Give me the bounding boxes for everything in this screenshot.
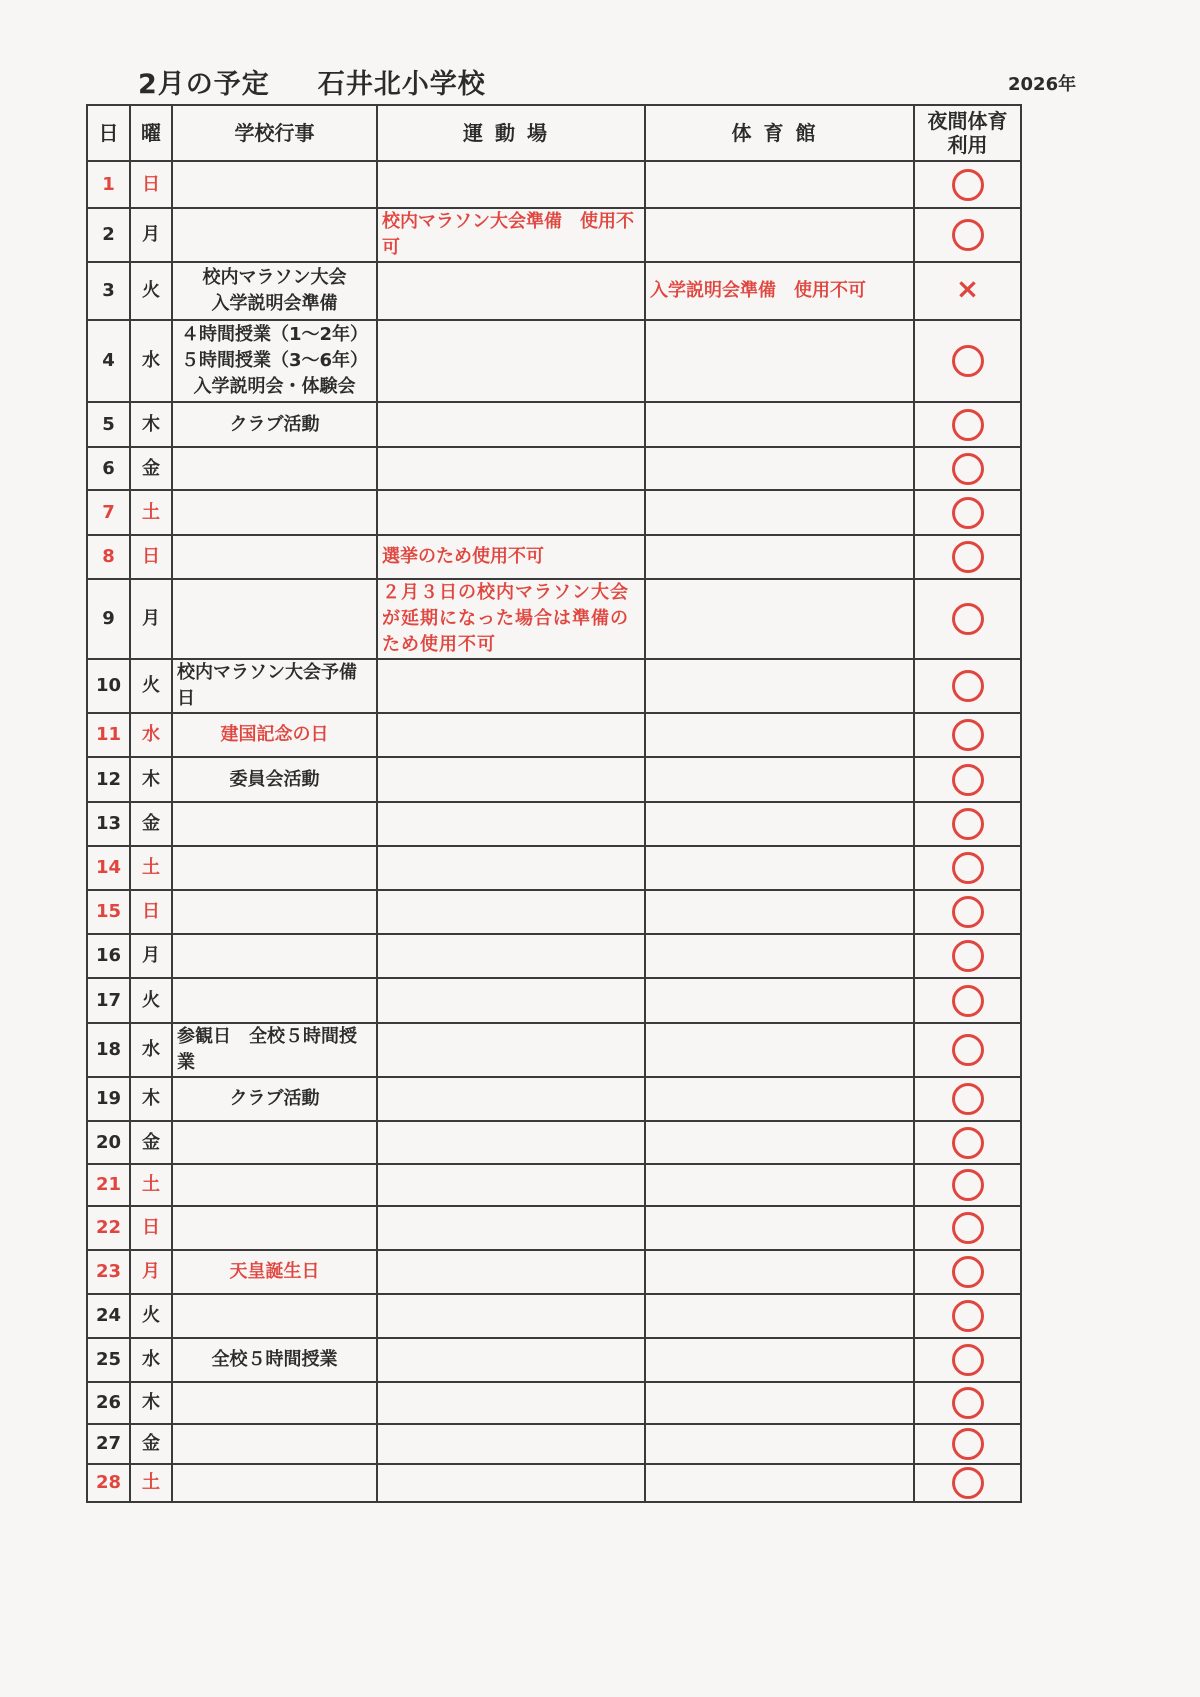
event-cell: ４時間授業（1～2年） ５時間授業（3～6年） 入学説明会・体験会 [172,320,377,402]
day-cell: 9 [87,579,130,659]
event-cell [172,1294,377,1338]
ground-cell [377,402,645,447]
table-row [87,659,1021,713]
circle-icon [952,169,984,201]
gym-cell [645,447,914,490]
available-circle-icon [914,402,1021,447]
weekday-cell: 日 [130,161,172,208]
day-cell: 3 [87,262,130,320]
gym-cell [645,890,914,934]
available-circle-icon [914,320,1021,402]
gym-cell [645,802,914,846]
circle-icon [952,497,984,529]
circle-icon [952,1034,984,1066]
weekday-cell: 金 [130,1121,172,1164]
available-circle-icon [914,1338,1021,1382]
ground-cell [377,659,645,713]
event-cell: 校内マラソン大会予備日 [172,659,377,713]
ground-cell [377,490,645,535]
table-row [87,1023,1021,1077]
available-circle-icon [914,890,1021,934]
circle-icon [952,1212,984,1244]
circle-icon [952,1300,984,1332]
available-circle-icon [914,757,1021,802]
day-cell: 25 [87,1338,130,1382]
gym-cell [645,579,914,659]
event-cell [172,978,377,1023]
table-row [87,1077,1021,1121]
event-cell [172,490,377,535]
available-circle-icon [914,1250,1021,1294]
gym-cell [645,535,914,579]
circle-icon [952,603,984,635]
unavailable-cross-icon [914,262,1021,320]
weekday-cell: 日 [130,890,172,934]
weekday-cell: 水 [130,320,172,402]
weekday-cell: 火 [130,978,172,1023]
ground-cell [377,1464,645,1502]
available-circle-icon [914,1382,1021,1424]
event-cell [172,1164,377,1206]
ground-cell [377,978,645,1023]
col-gym: 体育館 [645,105,914,161]
gym-cell [645,1294,914,1338]
ground-cell [377,262,645,320]
circle-icon [952,1428,984,1460]
circle-icon [952,1083,984,1115]
ground-cell [377,1382,645,1424]
event-cell [172,1206,377,1250]
ground-cell [377,1424,645,1464]
table-row [87,1338,1021,1382]
circle-icon [952,345,984,377]
weekday-cell: 火 [130,1294,172,1338]
day-cell: 15 [87,890,130,934]
available-circle-icon [914,659,1021,713]
table-row [87,447,1021,490]
available-circle-icon [914,934,1021,978]
weekday-cell: 火 [130,659,172,713]
available-circle-icon [914,1294,1021,1338]
weekday-cell: 土 [130,846,172,890]
gym-cell: 入学説明会準備 使用不可 [645,262,914,320]
circle-icon [952,896,984,928]
col-weekday: 曜 [130,105,172,161]
table-row [87,1250,1021,1294]
day-cell: 16 [87,934,130,978]
day-cell: 24 [87,1294,130,1338]
table-row [87,802,1021,846]
event-cell [172,1424,377,1464]
ground-cell [377,846,645,890]
schedule-body [87,161,1021,1502]
day-cell: 10 [87,659,130,713]
day-cell: 21 [87,1164,130,1206]
event-cell: 委員会活動 [172,757,377,802]
available-circle-icon [914,579,1021,659]
available-circle-icon [914,1023,1021,1077]
event-cell: 参観日 全校５時間授業 [172,1023,377,1077]
col-day: 日 [87,105,130,161]
available-circle-icon [914,802,1021,846]
ground-cell [377,757,645,802]
ground-cell: 選挙のため使用不可 [377,535,645,579]
table-row [87,934,1021,978]
event-cell [172,1464,377,1502]
ground-cell: ２月３日の校内マラソン大会 が延期になった場合は準備の ため使用不可 [377,579,645,659]
ground-cell [377,1338,645,1382]
weekday-cell: 月 [130,1250,172,1294]
table-row [87,1164,1021,1206]
gym-cell [645,934,914,978]
ground-cell [377,1121,645,1164]
weekday-cell: 水 [130,1023,172,1077]
weekday-cell: 月 [130,579,172,659]
available-circle-icon [914,978,1021,1023]
day-cell: 1 [87,161,130,208]
circle-icon [952,541,984,573]
event-cell: 校内マラソン大会 入学説明会準備 [172,262,377,320]
day-cell: 11 [87,713,130,757]
event-cell [172,208,377,262]
available-circle-icon [914,1424,1021,1464]
event-cell [172,535,377,579]
circle-icon [952,453,984,485]
circle-icon [952,1344,984,1376]
ground-cell [377,1294,645,1338]
gym-cell [645,1250,914,1294]
day-cell: 5 [87,402,130,447]
weekday-cell: 土 [130,490,172,535]
day-cell: 28 [87,1464,130,1502]
gym-cell [645,1382,914,1424]
event-cell [172,579,377,659]
gym-cell [645,1121,914,1164]
weekday-cell: 日 [130,535,172,579]
available-circle-icon [914,208,1021,262]
table-row [87,208,1021,262]
gym-cell [645,161,914,208]
table-row [87,890,1021,934]
gym-cell [645,208,914,262]
day-cell: 2 [87,208,130,262]
event-cell: 建国記念の日 [172,713,377,757]
day-cell: 12 [87,757,130,802]
ground-cell [377,1023,645,1077]
gym-cell [645,757,914,802]
weekday-cell: 木 [130,1382,172,1424]
table-row [87,1382,1021,1424]
table-row [87,262,1021,320]
day-cell: 19 [87,1077,130,1121]
ground-cell [377,1077,645,1121]
available-circle-icon [914,1206,1021,1250]
day-cell: 26 [87,1382,130,1424]
table-row [87,490,1021,535]
weekday-cell: 日 [130,1206,172,1250]
circle-icon [952,940,984,972]
day-cell: 4 [87,320,130,402]
table-row [87,846,1021,890]
col-ground: 運動場 [377,105,645,161]
gym-cell [645,659,914,713]
ground-cell [377,320,645,402]
gym-cell [645,1338,914,1382]
table-row [87,1121,1021,1164]
gym-cell [645,713,914,757]
gym-cell [645,1206,914,1250]
available-circle-icon [914,447,1021,490]
available-circle-icon [914,1077,1021,1121]
circle-icon [952,670,984,702]
ground-cell [377,1164,645,1206]
weekday-cell: 土 [130,1164,172,1206]
page-title [138,62,486,101]
year-label: 2026年 [1008,74,1077,95]
gym-cell [645,490,914,535]
event-cell: クラブ活動 [172,402,377,447]
gym-cell [645,846,914,890]
event-cell [172,890,377,934]
table-row [87,757,1021,802]
table-row [87,1206,1021,1250]
weekday-cell: 木 [130,1077,172,1121]
weekday-cell: 木 [130,402,172,447]
weekday-cell: 水 [130,1338,172,1382]
circle-icon [952,1467,984,1499]
month-title: 2月の予定 [138,69,270,100]
col-event: 学校行事 [172,105,377,161]
day-cell: 8 [87,535,130,579]
table-row [87,1424,1021,1464]
gym-cell [645,1164,914,1206]
table-row [87,320,1021,402]
event-cell [172,934,377,978]
available-circle-icon [914,1121,1021,1164]
gym-cell [645,1464,914,1502]
day-cell: 6 [87,447,130,490]
event-cell: クラブ活動 [172,1077,377,1121]
circle-icon [952,1256,984,1288]
cross-icon: × [955,272,980,305]
circle-icon [952,764,984,796]
event-cell [172,447,377,490]
weekday-cell: 金 [130,1424,172,1464]
day-cell: 23 [87,1250,130,1294]
available-circle-icon [914,535,1021,579]
weekday-cell: 木 [130,757,172,802]
ground-cell [377,890,645,934]
ground-cell [377,161,645,208]
ground-cell [377,713,645,757]
gym-cell [645,1424,914,1464]
circle-icon [952,808,984,840]
gym-cell [645,320,914,402]
ground-cell [377,934,645,978]
weekday-cell: 金 [130,802,172,846]
available-circle-icon [914,1464,1021,1502]
circle-icon [952,1387,984,1419]
table-row [87,402,1021,447]
header-row [87,105,1021,161]
available-circle-icon [914,490,1021,535]
event-cell [172,802,377,846]
circle-icon [952,1127,984,1159]
available-circle-icon [914,846,1021,890]
table-row [87,161,1021,208]
ground-cell [377,1250,645,1294]
weekday-cell: 金 [130,447,172,490]
weekday-cell: 火 [130,262,172,320]
weekday-cell: 水 [130,713,172,757]
day-cell: 13 [87,802,130,846]
col-night: 夜間体育利用 [914,105,1021,161]
event-cell [172,1382,377,1424]
circle-icon [952,219,984,251]
gym-cell [645,1023,914,1077]
day-cell: 7 [87,490,130,535]
event-cell [172,161,377,208]
circle-icon [952,719,984,751]
gym-cell [645,402,914,447]
table-row [87,1294,1021,1338]
available-circle-icon [914,713,1021,757]
table-row [87,1464,1021,1502]
day-cell: 20 [87,1121,130,1164]
event-cell [172,1121,377,1164]
ground-cell: 校内マラソン大会準備 使用不可 [377,208,645,262]
available-circle-icon [914,1164,1021,1206]
day-cell: 27 [87,1424,130,1464]
day-cell: 22 [87,1206,130,1250]
weekday-cell: 月 [130,208,172,262]
table-row [87,978,1021,1023]
table-row [87,713,1021,757]
table-row [87,535,1021,579]
circle-icon [952,985,984,1017]
gym-cell [645,1077,914,1121]
ground-cell [377,1206,645,1250]
event-cell: 天皇誕生日 [172,1250,377,1294]
day-cell: 18 [87,1023,130,1077]
table-row [87,579,1021,659]
schedule-table [86,104,1022,1503]
ground-cell [377,802,645,846]
available-circle-icon [914,161,1021,208]
ground-cell [377,447,645,490]
weekday-cell: 月 [130,934,172,978]
event-cell: 全校５時間授業 [172,1338,377,1382]
gym-cell [645,978,914,1023]
circle-icon [952,1169,984,1201]
weekday-cell: 土 [130,1464,172,1502]
circle-icon [952,852,984,884]
day-cell: 17 [87,978,130,1023]
event-cell [172,846,377,890]
day-cell: 14 [87,846,130,890]
circle-icon [952,409,984,441]
school-name: 石井北小学校 [317,69,486,100]
